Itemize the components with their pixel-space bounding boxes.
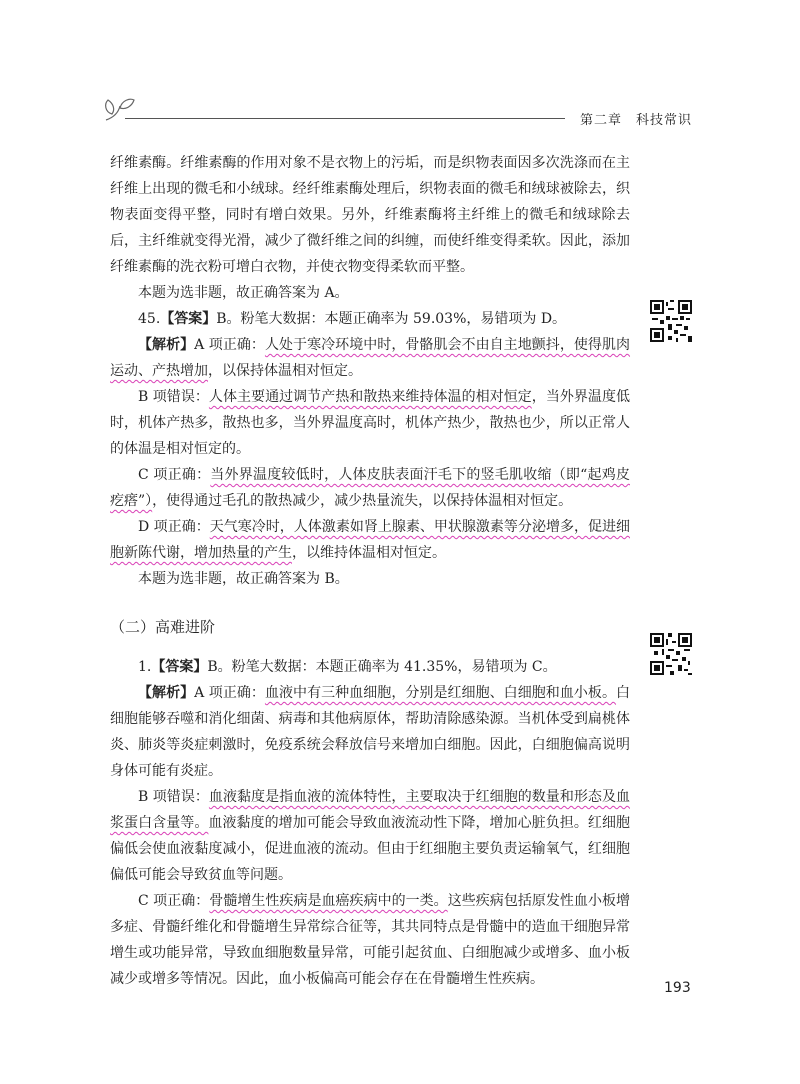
q1-c-prefix: C 项正确： xyxy=(138,893,210,909)
q45-b-rest: ，当外界温度低时，机体产热多，散热也多，当外界温度高时，机体产热少，散热也少，所以正常人的体温是相对恒定的。 xyxy=(110,389,631,457)
q1-c-key-point: 骨髓增生性疾病是血癌疾病中的一类。 xyxy=(209,893,448,909)
q1-c-rest: 这些疾病包括原发性血小板增多症、骨髓纤维化和骨髓增生异常综合征等，其共同特点是骨髓中的造血干细胞异常增生或功能异常，导致血细胞数量异常，可能引起贫血、白细胞减少或增多、血小板减少或增多等情况。因此，血小板偏高可能会存在在骨髓增生性疾病。 xyxy=(110,893,631,987)
q45-analysis-c xyxy=(110,462,630,514)
header-rule xyxy=(125,118,565,119)
q1-b-rest: 血液黏度的增加可能会导致血液流动性下降，增加心脏负担。红细胞偏低会使血液黏度减小，促进血液的流动。但由于红细胞主要负责运输氧气，红细胞偏低可能会导致贫血等问题。 xyxy=(110,815,630,883)
q45-d-rest: ，以维持体温相对恒定。 xyxy=(292,545,446,561)
chapter-label: 第二章 xyxy=(580,113,623,128)
q45-d-key-point: 天气寒冷时，人体激素如肾上腺素、甲状腺激素等分泌增多，促进细胞新陈代谢，增加热量的产生 xyxy=(110,519,630,561)
running-header xyxy=(580,109,692,128)
q45-analysis-b xyxy=(110,384,630,462)
answer-44-conclusion: 本题为选非题，故正确答案为 A。 xyxy=(138,285,349,301)
q45-a-rest: ，以保持体温相对恒定。 xyxy=(208,363,362,379)
q45-analysis-tag: 【解析】 xyxy=(138,337,195,353)
q45-c-rest: ，使得通过毛孔的散热减少，减少热量流失，以保持体温相对恒定。 xyxy=(152,493,573,509)
q45-a-key-point: 人处于寒冷环境中时，骨骼肌会不由自主地颤抖，使得肌肉运动、产热增加 xyxy=(110,337,631,379)
subject-label: 科技常识 xyxy=(636,113,693,128)
q45-conclusion: 本题为选非题，故正确答案为 B。 xyxy=(138,571,349,587)
q45-a-prefix: A 项正确： xyxy=(194,337,265,353)
q1-answer-line xyxy=(110,654,630,680)
q45-c-key-point: 当外界温度较低时，人体皮肤表面汗毛下的竖毛肌收缩（即“起鸡皮疙瘩”） xyxy=(110,467,630,509)
q1-a-key-point: 血液中有三种血细胞，分别是红细胞、白细胞和血小板。 xyxy=(264,685,617,701)
q45-analysis-d xyxy=(110,514,630,566)
q1-answer-text: B。粉笔大数据：本题正确率为 41.35%，易错项为 C。 xyxy=(207,659,557,675)
qr-code-icon[interactable] xyxy=(650,300,692,342)
page-body xyxy=(110,150,630,992)
paragraph-continuation: 纤维素酶。纤维素酶的作用对象不是衣物上的污垢，而是织物表面因多次洗涤而在主纤维上出现的微毛和小绒球。经纤维素酶处理后，织物表面的微毛和绒球被除去，织物表面变得平整，同时有增白效果。另外，纤维素酶将主纤维上的微毛和绒球除去后，主纤维就变得光滑，减少了微纤维之间的纠缠，而使纤维变得柔软。因此，添加纤维素酶的洗衣粉可增白衣物，并使衣物变得柔软而平整。 xyxy=(110,155,630,275)
q45-b-key-point: 人体主要通过调节产热和散热来维持体温的相对恒定 xyxy=(208,389,532,405)
q45-answer-text: B。粉笔大数据：本题正确率为 59.03%，易错项为 D。 xyxy=(216,311,567,327)
q1-number: 1. xyxy=(138,659,152,675)
q1-b-key-point: 血液黏度是指血液的流体特性，主要取决于红细胞的数量和形态及血浆蛋白含量等。 xyxy=(110,789,630,831)
page-number: 193 xyxy=(664,980,691,996)
q1-analysis-tag: 【解析】 xyxy=(138,685,195,701)
section-title: （二）高难进阶 xyxy=(110,618,216,636)
q1-analysis-b xyxy=(110,784,630,888)
q45-c-prefix: C 项正确： xyxy=(138,467,211,483)
q45-analysis-a xyxy=(110,332,630,384)
q45-b-prefix: B 项错误： xyxy=(138,389,209,405)
q1-b-prefix: B 项错误： xyxy=(138,789,209,805)
q45-answer-line xyxy=(110,306,630,332)
q1-analysis-a xyxy=(110,680,630,784)
qr-code-icon[interactable] xyxy=(650,633,692,675)
q45-number: 45. xyxy=(138,311,161,327)
q1-a-prefix: A 项正确： xyxy=(194,685,265,701)
q1-analysis-c xyxy=(110,888,630,992)
q1-answer-tag: 【答案】 xyxy=(151,659,208,675)
q45-answer-tag: 【答案】 xyxy=(160,311,217,327)
q45-d-prefix: D 项正确： xyxy=(138,519,210,535)
q1-a-rest: 白细胞能够吞噬和消化细菌、病毒和其他病原体，帮助清除感染源。当机体受到扁桃体炎、肺炎等炎症刺激时，免疫系统会释放信号来增加白细胞。因此，白细胞偏高说明身体可能有炎症。 xyxy=(110,685,631,779)
